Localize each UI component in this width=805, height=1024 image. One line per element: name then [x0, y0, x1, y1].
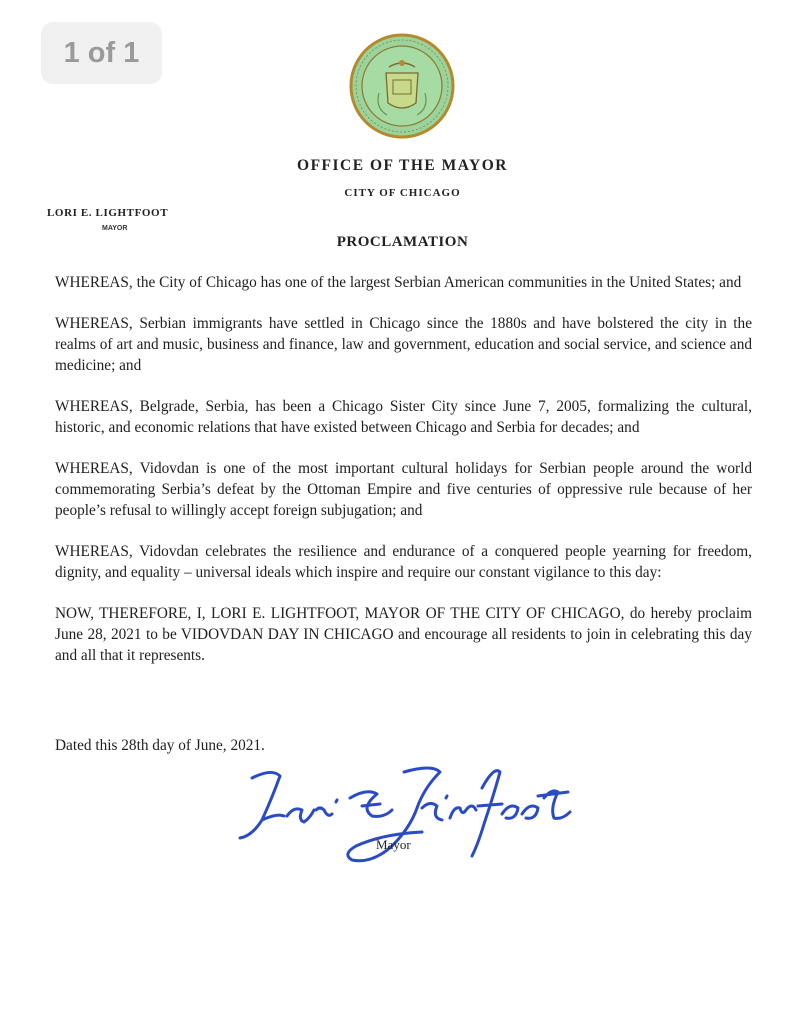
whereas-paragraph-2: WHEREAS, Serbian immigrants have settled in Chicago since the 1880s and have bolstered the city in the realms of art and music, business and finance, law and government, education and social service, and science and medicine; and [55, 315, 752, 374]
office-title: OFFICE OF THE MAYOR [297, 157, 508, 174]
proclamation-heading: PROCLAMATION [336, 234, 469, 250]
mayor-name: LORI E. LIGHTFOOT [47, 207, 169, 219]
mayor-title: MAYOR [102, 225, 128, 232]
city-seal-icon [349, 33, 455, 139]
whereas-paragraph-3: WHEREAS, Belgrade, Serbia, has been a Chicago Sister City since June 7, 2005, formalizing the cultural, historic, and economic relations that have existed between Chicago and Serbia for decades; and [55, 398, 752, 436]
whereas-paragraph-5: WHEREAS, Vidovdan celebrates the resilience and endurance of a conquered people yearning for freedom, dignity, and equality – universal ideals which inspire and require our constant vigilance to this day: [55, 543, 752, 581]
handwritten-signature-icon [232, 758, 582, 873]
whereas-paragraph-1: WHEREAS, the City of Chicago has one of the largest Serbian American communities in the United States; and [55, 274, 742, 291]
proclamation-body [55, 272, 752, 686]
whereas-paragraph-4: WHEREAS, Vidovdan is one of the most important cultural holidays for Serbian people around the world commemorating Serbia’s defeat by the Ottoman Empire and five centuries of oppressive rule because of her people’s refusal to willingly accept foreign subjugation; and [55, 460, 752, 519]
signature-title: Mayor [376, 837, 411, 852]
therefore-paragraph: NOW, THEREFORE, I, LORI E. LIGHTFOOT, MAYOR OF THE CITY OF CHICAGO, do hereby proclaim June 28, 2021 to be VIDOVDAN DAY IN CHICAGO and encourage all residents to join in celebrating this day and all that it represents. [55, 605, 752, 664]
dated-line: Dated this 28th day of June, 2021. [55, 737, 265, 754]
city-name: CITY OF CHICAGO [344, 187, 461, 199]
page-indicator-badge: 1 of 1 [41, 22, 162, 84]
